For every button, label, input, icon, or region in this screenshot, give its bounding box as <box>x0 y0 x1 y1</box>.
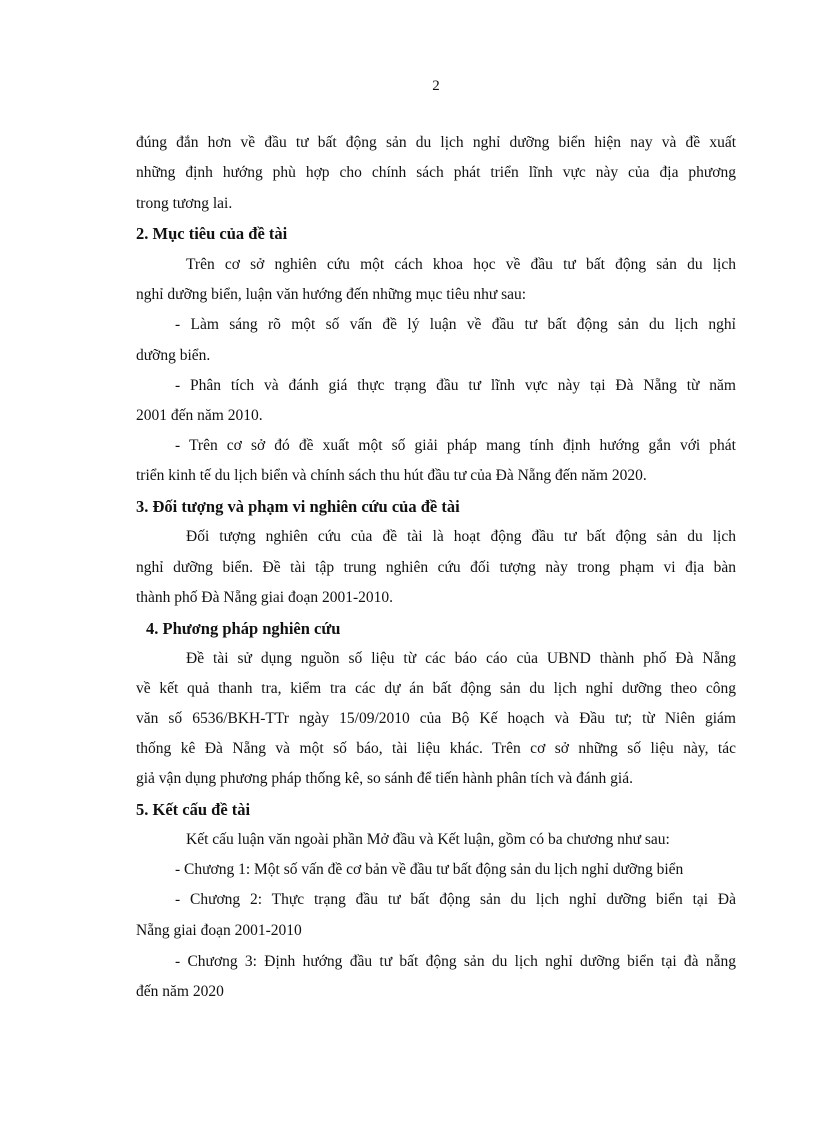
section-2-heading: 2. Mục tiêu của đề tài <box>136 224 288 243</box>
section-3-para-line-2: nghỉ dưỡng biển. Đề tài tập trung nghiên cứu đối tượng này trong phạm vi địa bàn <box>136 559 736 576</box>
page-number: 2 <box>432 78 440 94</box>
section-2-bullet-1-line-2: dưỡng biển. <box>136 347 211 364</box>
section-2-para-line-2: nghỉ dưỡng biển, luận văn hướng đến những mục tiêu như sau: <box>136 286 527 303</box>
section-2-bullet-2-line-1: - Phân tích và đánh giá thực trạng đầu tư lĩnh vực này tại Đà Nẵng từ năm <box>175 377 736 394</box>
section-5-para-line-1: Kết cấu luận văn ngoài phần Mở đầu và Kết luận, gồm có ba chương như sau: <box>186 831 670 848</box>
section-4-para-line-2: về kết quả thanh tra, kiểm tra các dự án bất động sản du lịch nghỉ dưỡng theo công <box>136 680 736 697</box>
section-2-bullet-3-line-2: triển kinh tế du lịch biển và chính sách thu hút đầu tư của Đà Nẵng đến năm 2020. <box>136 467 647 484</box>
section-2-bullet-3-line-1: - Trên cơ sở đó đề xuất một số giải pháp mang tính định hướng gắn với phát <box>175 437 736 454</box>
section-4-para-line-3: văn số 6536/BKH-TTr ngày 15/09/2010 của Bộ Kế hoạch và Đầu tư; từ Niên giám <box>136 710 736 727</box>
section-4-para-line-4: thống kê Đà Nẵng và một số báo, tài liệu khác. Trên cơ sở những số liệu này, tác <box>136 740 736 757</box>
section-5-heading: 5. Kết cấu đề tài <box>136 800 251 819</box>
section-3-para-line-3: thành phố Đà Nẵng giai đoạn 2001-2010. <box>136 589 393 606</box>
section-4-heading: 4. Phương pháp nghiên cứu <box>146 619 341 638</box>
section-5-chapter-2-line-1: - Chương 2: Thực trạng đầu tư bất động sản du lịch nghỉ dưỡng biển tại Đà <box>175 891 736 908</box>
section-2-bullet-1-line-1: - Làm sáng rõ một số vấn đề lý luận về đầu tư bất động sản du lịch nghỉ <box>175 316 736 333</box>
section-2-bullet-2-line-2: 2001 đến năm 2010. <box>136 407 263 424</box>
section-5-chapter-3-line-1: - Chương 3: Định hướng đầu tư bất động sản du lịch nghỉ dưỡng biển tại đà nẵng <box>175 953 736 970</box>
intro-line-2: những định hướng phù hợp cho chính sách phát triển lĩnh vực này của địa phương <box>136 164 736 181</box>
section-2-para-line-1: Trên cơ sở nghiên cứu một cách khoa học về đầu tư bất động sản du lịch <box>186 256 736 273</box>
intro-line-3: trong tương lai. <box>136 195 233 212</box>
section-5-chapter-1-line-1: - Chương 1: Một số vấn đề cơ bản về đầu tư bất động sản du lịch nghỉ dưỡng biển <box>175 861 684 878</box>
section-3-para-line-1: Đối tượng nghiên cứu của đề tài là hoạt động đầu tư bất động sản du lịch <box>186 528 736 545</box>
intro-line-1: đúng đắn hơn về đầu tư bất động sản du lịch nghỉ dưỡng biển hiện nay và đề xuất <box>136 134 736 151</box>
section-4-para-line-5: giả vận dụng phương pháp thống kê, so sánh để tiến hành phân tích và đánh giá. <box>136 770 633 787</box>
section-4-para-line-1: Đề tài sử dụng nguồn số liệu từ các báo cáo của UBND thành phố Đà Nẵng <box>186 650 736 667</box>
section-5-chapter-2-line-2: Nẵng giai đoạn 2001-2010 <box>136 922 302 939</box>
section-5-chapter-3-line-2: đến năm 2020 <box>136 983 224 1000</box>
section-3-heading: 3. Đối tượng và phạm vi nghiên cứu của đề tài <box>136 497 460 516</box>
